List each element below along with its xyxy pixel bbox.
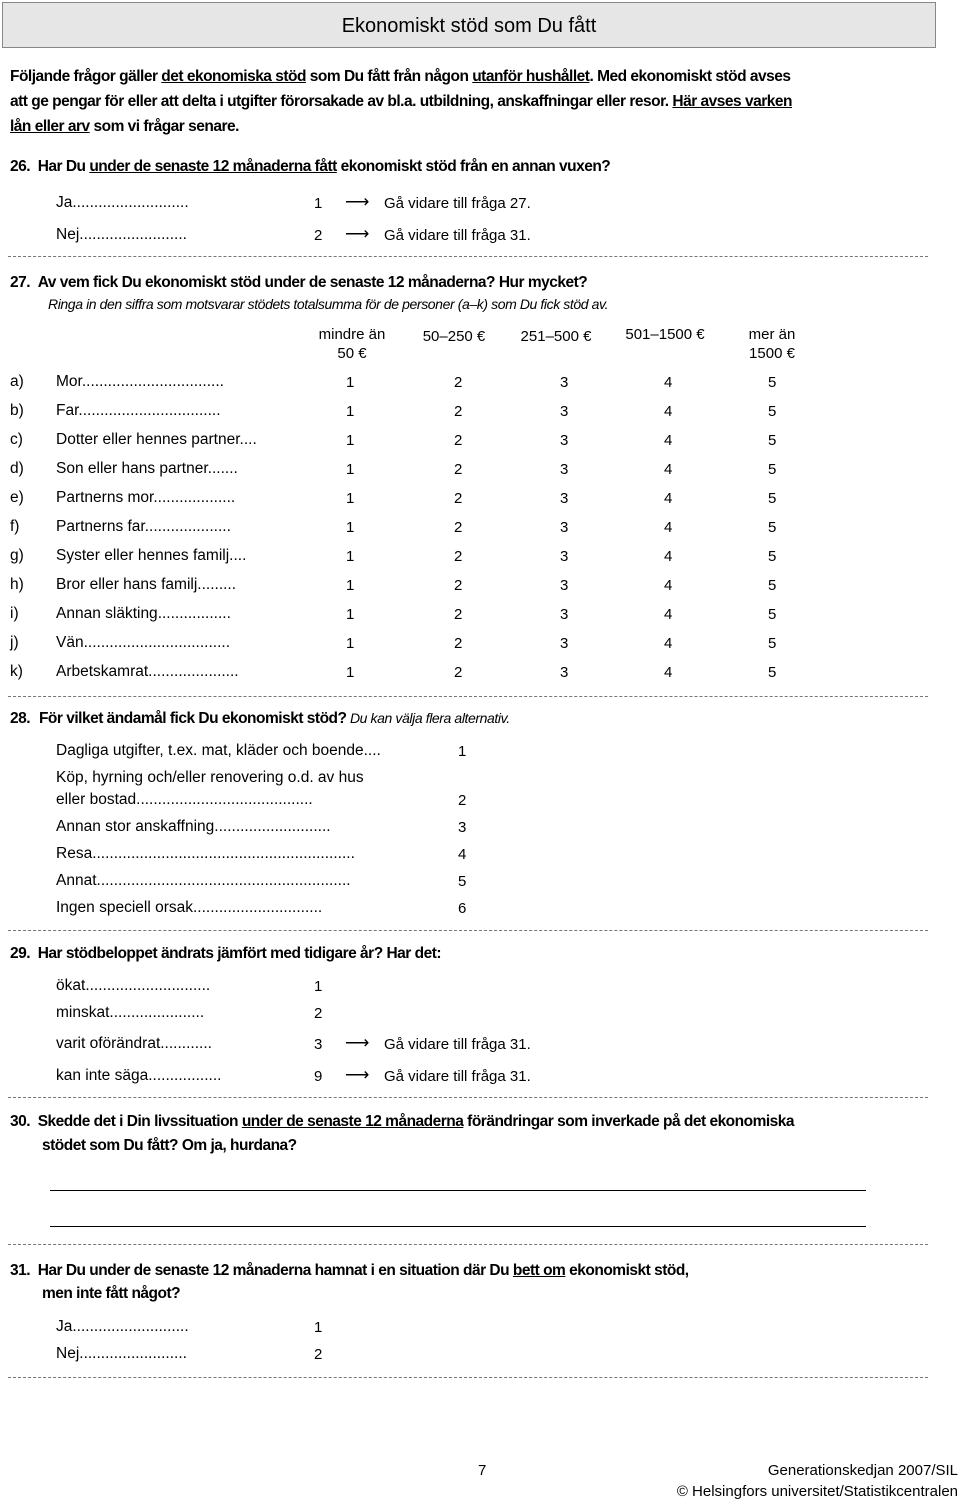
col-header-line: 501–1500 € — [625, 326, 705, 343]
response-code[interactable]: 2 — [454, 519, 463, 536]
leader-dots: ........................... — [72, 194, 189, 211]
page-number: 7 — [478, 1462, 487, 1479]
response-code[interactable]: 4 — [664, 519, 673, 536]
q31-title-line2: men inte fått något? — [42, 1285, 181, 1302]
response-code[interactable]: 1 — [346, 519, 355, 536]
leader-dots: ............................. — [85, 977, 211, 994]
leader-dots: ............ — [160, 1035, 212, 1052]
q31-code-2[interactable]: 2 — [314, 1346, 323, 1363]
response-code[interactable]: 5 — [768, 519, 777, 536]
row-letter: i) — [10, 605, 19, 622]
response-code[interactable]: 5 — [768, 606, 777, 623]
response-code[interactable]: 3 — [560, 548, 569, 565]
row-label — [56, 547, 246, 565]
response-code[interactable]: 5 — [768, 461, 777, 478]
response-code[interactable]: 5 — [768, 432, 777, 449]
leader-dots: ........................... — [214, 818, 331, 835]
q31-option-ja[interactable] — [56, 1318, 189, 1336]
question-emph: under de senaste 12 månaderna — [241, 1113, 464, 1130]
row-label-text: Dotter eller hennes partner — [56, 431, 240, 448]
skip-instruction: Gå vidare till fråga 27. — [384, 195, 531, 212]
option-label: Annan stor anskaffning — [56, 818, 215, 835]
row-label-text: Partnerns mor — [56, 489, 154, 506]
response-code[interactable]: 4 — [664, 490, 673, 507]
intro-text: att ge pengar för eller att delta i utgifter förorsakade av bl.a. utbildning, anskaffningar eller resor. — [10, 93, 673, 110]
intro-emph: lån eller arv — [10, 118, 90, 135]
leader-dots: ................. — [157, 605, 231, 622]
question-number: 28. — [10, 710, 31, 727]
leader-dots: .... — [229, 547, 247, 564]
response-code[interactable]: 2 — [454, 374, 463, 391]
col-header-1 — [300, 325, 404, 363]
arrow-right-icon: ⟶ — [345, 224, 370, 243]
response-code[interactable]: 1 — [346, 577, 355, 594]
response-code[interactable]: 5 — [768, 664, 777, 681]
intro-emph: Här avses varken — [672, 93, 792, 110]
q30-title-line1 — [10, 1113, 794, 1131]
option-label: Ja — [56, 194, 73, 211]
response-code[interactable]: 2 — [454, 490, 463, 507]
row-label-text: Mor — [56, 373, 82, 390]
row-letter: e) — [10, 489, 24, 506]
option-label: Resa — [56, 845, 93, 862]
q28-option-4[interactable] — [56, 845, 355, 863]
leader-dots: ................................. — [78, 402, 221, 419]
response-code[interactable]: 5 — [768, 403, 777, 420]
response-code[interactable]: 3 — [560, 635, 569, 652]
option-label: ökat — [56, 977, 86, 994]
answer-line[interactable] — [50, 1226, 866, 1227]
response-code[interactable]: 4 — [664, 461, 673, 478]
intro-emph: det ekonomiska stöd — [161, 68, 306, 85]
response-code[interactable]: 2 — [454, 403, 463, 420]
leader-dots: ..................... — [148, 663, 239, 680]
col-header-4 — [610, 325, 720, 344]
intro-text: Följande frågor gäller — [10, 68, 162, 85]
option-label: kan inte säga — [56, 1067, 149, 1084]
q27-instruction: Ringa in den siffra som motsvarar stödets totalsumma för de personer (a–k) som Du fick stöd av. — [48, 296, 609, 312]
response-code[interactable]: 1 — [346, 432, 355, 449]
response-code[interactable]: 2 — [454, 635, 463, 652]
leader-dots: .................... — [144, 518, 231, 535]
leader-dots: ...................... — [109, 1004, 205, 1021]
question-text: ekonomiskt stöd från en annan vuxen? — [336, 158, 611, 175]
response-code[interactable]: 1 — [346, 606, 355, 623]
question-text: Har Du under de senaste 12 månaderna hamnat i en situation där Du — [37, 1262, 513, 1279]
q29-option-4[interactable] — [56, 1067, 221, 1085]
leader-dots: ......... — [197, 576, 237, 593]
response-code[interactable]: 1 — [346, 374, 355, 391]
q29-title — [10, 945, 441, 963]
row-label-text: Syster eller hennes familj — [56, 547, 230, 564]
row-label-text: Son eller hans partner — [56, 460, 208, 477]
response-code[interactable]: 2 — [454, 432, 463, 449]
leader-dots: ........................... — [72, 1318, 189, 1335]
col-header-line: 1500 € — [749, 345, 795, 362]
row-label — [56, 576, 236, 594]
option-label: Ja — [56, 1318, 73, 1335]
q28-code-3[interactable]: 3 — [458, 819, 467, 836]
intro-line-3 — [10, 118, 239, 136]
q29-code-1[interactable]: 1 — [314, 978, 323, 995]
response-code[interactable]: 1 — [346, 490, 355, 507]
row-letter: h) — [10, 576, 24, 593]
option-label: Ingen speciell orsak — [56, 899, 193, 916]
leader-dots: .................................. — [83, 634, 231, 651]
intro-text: som vi frågar senare. — [89, 118, 239, 135]
response-code[interactable]: 4 — [664, 635, 673, 652]
option-label: Dagliga utgifter, t.ex. mat, kläder och boende — [56, 742, 364, 759]
option-label: minskat — [56, 1004, 110, 1021]
q28-code-2[interactable]: 2 — [458, 792, 467, 809]
question-text: För vilket ändamål fick Du ekonomiskt stöd? — [38, 710, 347, 727]
response-code[interactable]: 4 — [664, 548, 673, 565]
intro-text: . Med ekonomiskt stöd avses — [589, 68, 791, 85]
col-header-line: 50–250 € — [422, 328, 486, 345]
row-letter: g) — [10, 547, 24, 564]
leader-dots: ....... — [207, 460, 238, 477]
row-label-text: Partnerns far — [56, 518, 145, 535]
q28-code-1[interactable]: 1 — [458, 743, 467, 760]
row-label — [56, 489, 235, 507]
row-label-text: Bror eller hans familj — [56, 576, 198, 593]
response-code[interactable]: 2 — [454, 606, 463, 623]
response-code[interactable]: 1 — [346, 635, 355, 652]
q28-option-6[interactable] — [56, 899, 322, 917]
response-code[interactable]: 1 — [346, 403, 355, 420]
response-code[interactable]: 1 — [346, 548, 355, 565]
row-label — [56, 605, 231, 623]
intro-emph: utanför hushållet — [472, 68, 590, 85]
q28-option-2-line2[interactable] — [56, 791, 313, 809]
q29-option-2[interactable] — [56, 1004, 204, 1022]
col-header-2 — [404, 327, 504, 346]
question-text: Har stödbeloppet ändrats jämfört med tidigare år? Har det: — [37, 945, 442, 962]
response-code[interactable]: 3 — [560, 403, 569, 420]
row-letter: k) — [10, 663, 23, 680]
response-code[interactable]: 3 — [560, 519, 569, 536]
response-code[interactable]: 2 — [454, 664, 463, 681]
question-instruction: Du kan välja flera alternativ. — [346, 710, 510, 726]
row-label-text: Far — [56, 402, 79, 419]
response-code[interactable]: 5 — [768, 635, 777, 652]
row-label-text: Annan släkting — [56, 605, 158, 622]
col-header-3 — [506, 327, 606, 346]
intro-line-2 — [10, 93, 792, 111]
response-code[interactable]: 5 — [768, 548, 777, 565]
question-text: Av vem fick Du ekonomiskt stöd under de senaste 12 månaderna? Hur mycket? — [37, 274, 588, 291]
leader-dots: ......................... — [79, 1345, 187, 1362]
arrow-right-icon: ⟶ — [345, 1065, 370, 1084]
response-code[interactable]: 2 — [454, 548, 463, 565]
q28-option-5[interactable] — [56, 872, 351, 890]
leader-dots: .............................. — [193, 899, 323, 916]
option-label: Nej — [56, 1345, 80, 1362]
q26-option-nej[interactable] — [56, 226, 187, 244]
skip-instruction: Gå vidare till fråga 31. — [384, 227, 531, 244]
row-label — [56, 402, 221, 420]
section-header — [2, 2, 936, 48]
response-code[interactable]: 4 — [664, 403, 673, 420]
question-number: 27. — [10, 274, 31, 291]
response-code[interactable]: 4 — [664, 606, 673, 623]
leader-dots: .... — [239, 431, 257, 448]
leader-dots: ......................... — [79, 226, 187, 243]
response-code[interactable]: 1 — [346, 461, 355, 478]
q26-code-1[interactable]: 1 — [314, 195, 323, 212]
col-header-line: 251–500 € — [520, 328, 592, 345]
row-letter: f) — [10, 518, 20, 535]
row-letter: j) — [10, 634, 19, 651]
arrow-right-icon: ⟶ — [345, 1033, 370, 1052]
q28-title — [10, 710, 510, 728]
response-code[interactable]: 3 — [560, 490, 569, 507]
divider — [8, 696, 928, 697]
response-code[interactable]: 5 — [768, 374, 777, 391]
question-number: 31. — [10, 1262, 31, 1279]
intro-text: som Du fått från någon — [305, 68, 473, 85]
q26-option-ja[interactable] — [56, 194, 189, 212]
footer-brand: Generationskedjan 2007/SIL — [767, 1462, 958, 1479]
divider — [8, 1377, 928, 1378]
question-number: 30. — [10, 1113, 31, 1130]
row-label-text: Vän — [56, 634, 84, 651]
question-number: 26. — [10, 158, 31, 175]
response-code[interactable]: 1 — [346, 664, 355, 681]
q31-title-line1 — [10, 1262, 689, 1280]
option-label: eller bostad — [56, 791, 137, 808]
col-header-line: mindre än — [318, 326, 386, 343]
row-label — [56, 634, 230, 652]
q28-code-5[interactable]: 5 — [458, 873, 467, 890]
footer-copyright: © Helsingfors universitet/Statistikcentralen — [676, 1483, 958, 1500]
answer-line[interactable] — [50, 1190, 866, 1191]
arrow-right-icon: ⟶ — [345, 192, 370, 211]
divider — [8, 1097, 928, 1098]
response-code[interactable]: 3 — [560, 374, 569, 391]
response-code[interactable]: 2 — [454, 577, 463, 594]
question-text: förändringar som inverkade på det ekonomiska — [463, 1113, 795, 1130]
leader-dots: .... — [363, 742, 381, 759]
question-text: Skedde det i Din livssituation — [37, 1113, 242, 1130]
q29-option-1[interactable] — [56, 977, 210, 995]
q29-code-3[interactable]: 3 — [314, 1036, 323, 1053]
leader-dots: ......................................... — [136, 791, 313, 808]
response-code[interactable]: 4 — [664, 664, 673, 681]
col-header-5 — [722, 325, 822, 363]
divider — [8, 1244, 928, 1245]
response-code[interactable]: 4 — [664, 577, 673, 594]
response-code[interactable]: 5 — [768, 577, 777, 594]
q27-title — [10, 274, 587, 292]
leader-dots: ................................. — [81, 373, 224, 390]
col-header-line: mer än — [748, 326, 796, 343]
response-code[interactable]: 2 — [454, 461, 463, 478]
row-letter: a) — [10, 373, 24, 390]
q26-title — [10, 158, 610, 176]
q28-code-4[interactable]: 4 — [458, 846, 467, 863]
row-letter: c) — [10, 431, 23, 448]
question-text: Har Du — [37, 158, 90, 175]
row-label — [56, 663, 239, 681]
question-emph: bett om — [512, 1262, 566, 1279]
divider — [8, 256, 928, 257]
row-letter: d) — [10, 460, 24, 477]
leader-dots: ........................................................... — [96, 872, 351, 889]
option-label: Nej — [56, 226, 80, 243]
question-text: ekonomiskt stöd, — [565, 1262, 689, 1279]
q28-option-1[interactable] — [56, 742, 381, 760]
q28-option-3[interactable] — [56, 818, 331, 836]
row-label — [56, 373, 224, 391]
leader-dots: ................... — [153, 489, 236, 506]
leader-dots: ................. — [148, 1067, 222, 1084]
option-label: varit oförändrat — [56, 1035, 161, 1052]
q29-option-3[interactable] — [56, 1035, 212, 1053]
skip-instruction: Gå vidare till fråga 31. — [384, 1036, 531, 1053]
q28-code-6[interactable]: 6 — [458, 900, 467, 917]
row-label — [56, 518, 231, 536]
q28-option-2-line1[interactable]: Köp, hyrning och/eller renovering o.d. av hus — [56, 769, 364, 786]
response-code[interactable]: 3 — [560, 577, 569, 594]
question-number: 29. — [10, 945, 31, 962]
question-emph: under de senaste 12 månaderna fått — [89, 158, 337, 175]
option-label: Annat — [56, 872, 97, 889]
response-code[interactable]: 4 — [664, 374, 673, 391]
row-label-text: Arbetskamrat — [56, 663, 149, 680]
response-code[interactable]: 3 — [560, 664, 569, 681]
response-code[interactable]: 3 — [560, 606, 569, 623]
q31-option-nej[interactable] — [56, 1345, 187, 1363]
row-letter: b) — [10, 402, 24, 419]
row-label — [56, 431, 257, 449]
row-label — [56, 460, 238, 478]
section-title: Ekonomiskt stöd som Du fått — [341, 15, 597, 37]
q29-code-2[interactable]: 2 — [314, 1005, 323, 1022]
response-code[interactable]: 5 — [768, 490, 777, 507]
q26-code-2[interactable]: 2 — [314, 227, 323, 244]
response-code[interactable]: 3 — [560, 432, 569, 449]
q31-code-1[interactable]: 1 — [314, 1319, 323, 1336]
skip-instruction: Gå vidare till fråga 31. — [384, 1068, 531, 1085]
col-header-line: 50 € — [337, 345, 367, 362]
q29-code-4[interactable]: 9 — [314, 1068, 323, 1085]
intro-line-1 — [10, 68, 790, 86]
response-code[interactable]: 3 — [560, 461, 569, 478]
leader-dots: ............................................................. — [92, 845, 355, 862]
response-code[interactable]: 4 — [664, 432, 673, 449]
q30-title-line2: stödet som Du fått? Om ja, hurdana? — [42, 1137, 297, 1154]
divider — [8, 930, 928, 931]
